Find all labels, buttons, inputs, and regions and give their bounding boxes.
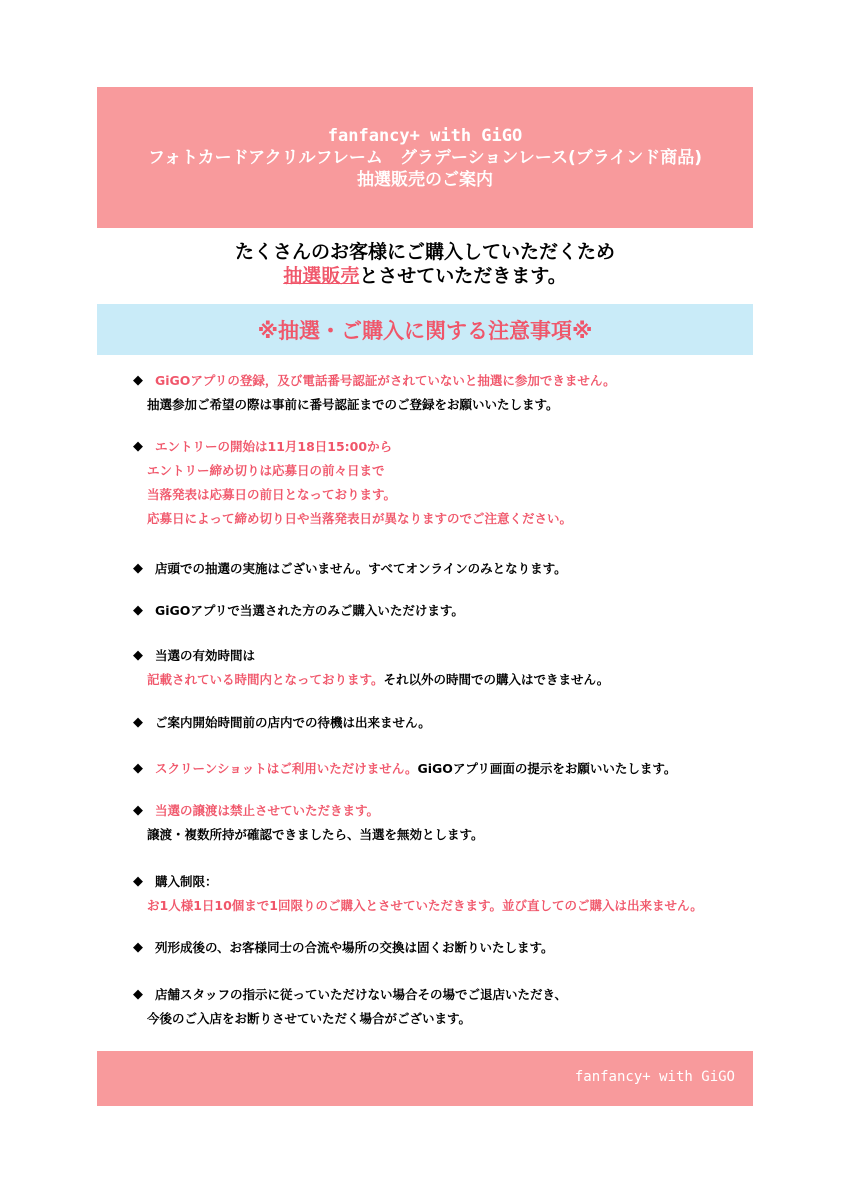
item-subtext: エントリー締め切りは応募日の前々日まで — [147, 463, 385, 478]
intro-line-2 — [97, 264, 753, 288]
header-banner — [97, 87, 753, 228]
item-text: エントリーの開始は11月18日15:00から — [155, 439, 393, 454]
item-subtext: 抽選参加ご希望の際は事前に番号認証までのご登録をお願いいたします。 — [147, 397, 559, 412]
item-subtext: それ以外の時間での購入はできません。 — [383, 672, 610, 687]
diamond-bullet-icon: ◆ — [133, 561, 143, 576]
intro-highlight: 抽選販売 — [283, 265, 360, 287]
header-brand: fanfancy+ with GiGO — [327, 125, 523, 146]
intro-text — [97, 240, 753, 288]
list-item — [133, 599, 464, 623]
list-item — [133, 369, 616, 417]
item-text: 当選の譲渡は禁止させていただきます。 — [155, 803, 380, 818]
diamond-bullet-icon: ◆ — [133, 940, 143, 955]
item-subtext: 当落発表は応募日の前日となっております。 — [147, 487, 397, 502]
intro-line-1: たくさんのお客様にご購入していただくため — [234, 241, 615, 263]
list-item — [133, 557, 567, 581]
item-text: ご案内開始時間前の店内での待機は出来ません。 — [155, 715, 431, 730]
list-item — [133, 757, 676, 781]
item-text: 列形成後の、お客様同士の合流や場所の交換は固くお断りいたします。 — [155, 940, 554, 955]
item-text: 店舗スタッフの指示に従っていただけない場合その場でご退店いただき、 — [155, 987, 568, 1002]
diamond-bullet-icon: ◆ — [133, 603, 143, 618]
item-subtext: 応募日によって締め切り日や当落発表日が異なりますのでご注意ください。 — [147, 511, 573, 526]
header-product-name: フォトカードアクリルフレーム グラデーションレース(ブラインド商品) — [147, 147, 702, 168]
item-text: 店頭での抽選の実施はございません。すべてオンラインのみとなります。 — [155, 561, 567, 576]
list-item — [133, 711, 431, 735]
notice-title-band — [97, 304, 753, 355]
item-text: GiGOアプリで当選された方のみご購入いただけます。 — [155, 603, 464, 618]
list-item — [133, 936, 554, 960]
footer-brand: fanfancy+ with GiGO — [574, 1069, 735, 1085]
header-title: 抽選販売のご案内 — [357, 169, 493, 190]
notice-title: ※抽選・ご購入に関する注意事項※ — [257, 318, 593, 343]
diamond-bullet-icon: ◆ — [133, 987, 143, 1002]
diamond-bullet-icon: ◆ — [133, 439, 143, 454]
item-text: GiGOアプリの登録，及び電話番号認証がされていないと抽選に参加できません。 — [155, 373, 616, 388]
list-item — [133, 644, 609, 692]
item-subtext: 譲渡・複数所持が確認できましたら、当選を無効とします。 — [147, 827, 484, 842]
item-subtext: 今後のご入店をお断りさせていただく場合がございます。 — [147, 1011, 472, 1026]
list-item — [133, 870, 703, 918]
list-item — [133, 983, 567, 1031]
diamond-bullet-icon: ◆ — [133, 715, 143, 730]
diamond-bullet-icon: ◆ — [133, 761, 143, 776]
item-text: GiGOアプリ画面の提示をお願いいたします。 — [417, 761, 677, 776]
item-text-highlight: スクリーンショットはご利用いただけません。 — [155, 761, 418, 776]
intro-line-2-rest: とさせていただきます。 — [359, 265, 567, 287]
item-subtext-highlight: 記載されている時間内となっております。 — [147, 672, 384, 687]
diamond-bullet-icon: ◆ — [133, 874, 143, 889]
item-subtext: お1人様1日10個まで1回限りのご購入とさせていただきます。並び直してのご購入は出来ません。 — [147, 898, 703, 913]
footer-banner — [97, 1051, 753, 1106]
item-text: 当選の有効時間は — [155, 648, 256, 663]
diamond-bullet-icon: ◆ — [133, 373, 143, 388]
list-item — [133, 435, 572, 531]
item-text: 購入制限： — [155, 874, 218, 889]
diamond-bullet-icon: ◆ — [133, 648, 143, 663]
diamond-bullet-icon: ◆ — [133, 803, 143, 818]
list-item — [133, 799, 484, 847]
